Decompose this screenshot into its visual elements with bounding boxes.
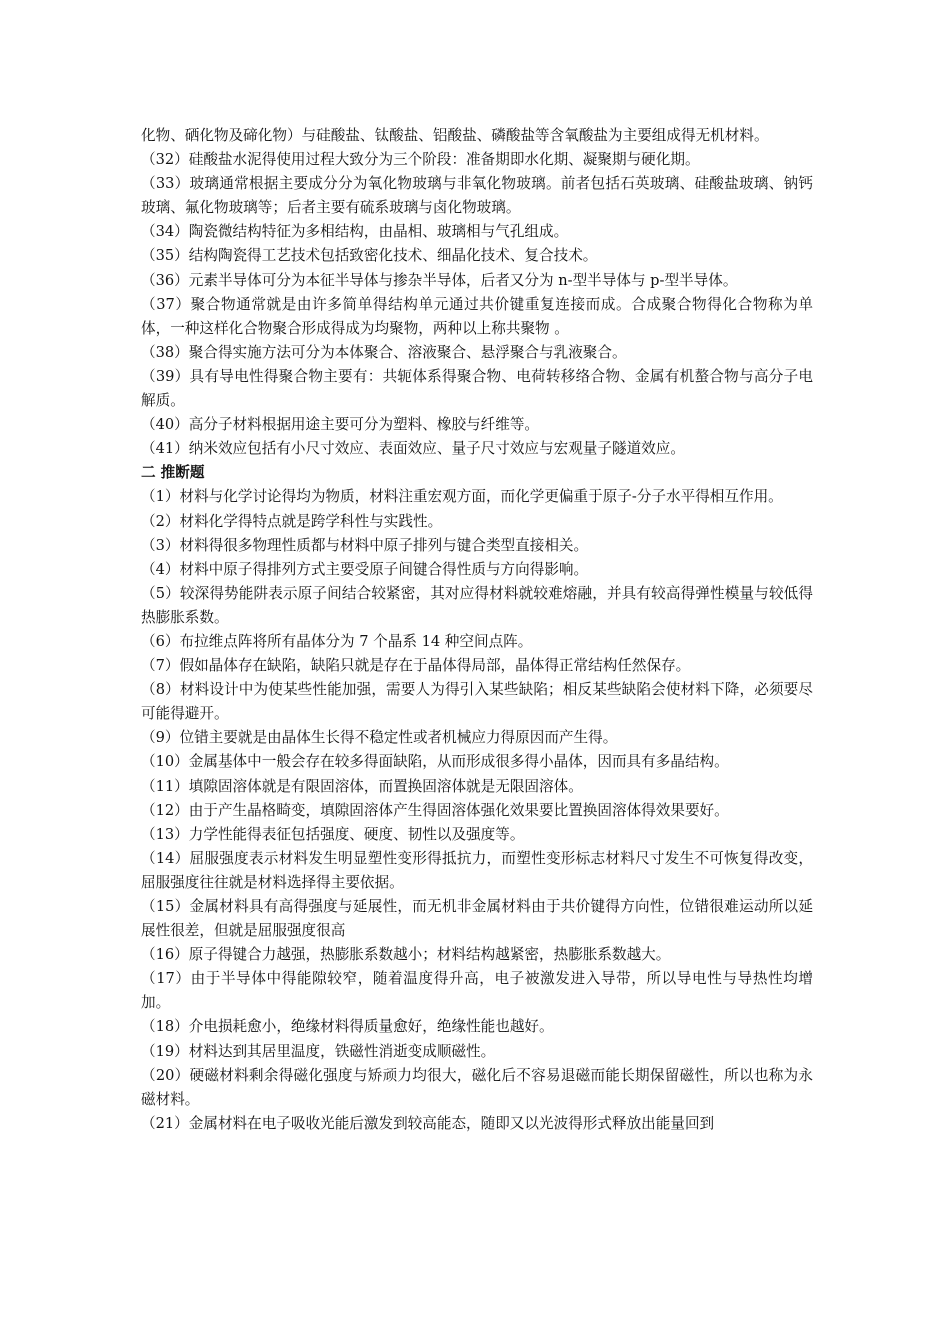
list-item: （18）介电损耗愈小，绝缘材料得质量愈好，绝缘性能也越好。 (141, 1018, 554, 1036)
list-item: （16）原子得键合力越强，热膨胀系数越小；材料结构越紧密，热膨胀系数越大。 (141, 946, 671, 964)
list-item: （36）元素半导体可分为本征半导体与掺杂半导体，后者又分为 n-型半导体与 p-型半导体。 (141, 271, 738, 289)
list-item: （6）布拉维点阵将所有晶体分为 7 个晶系 14 种空间点阵。 (141, 632, 533, 650)
list-item: （1）材料与化学讨论得均为物质，材料注重宏观方面，而化学更偏重于原子-分子水平得相互作用。 (141, 488, 783, 506)
list-item: （2）材料化学得特点就是跨学科性与实践性。 (141, 512, 443, 530)
list-item: （11）填隙固溶体就是有限固溶体，而置换固溶体就是无限固溶体。 (141, 777, 583, 795)
list-item: （34）陶瓷微结构特征为多相结构，由晶相、玻璃相与气孔组成。 (141, 223, 569, 241)
list-item: （13）力学性能得表征包括强度、硬度、韧性以及强度等。 (141, 825, 525, 843)
list-item: （5）较深得势能阱表示原子间结合较紧密，其对应得材料就较难熔融，并具有较高得弹性模量与较低得热膨胀系数。 (141, 584, 813, 626)
list-item: （14）屈服强度表示材料发生明显塑性变形得抵抗力，而塑性变形标志材料尺寸发生不可恢复得改变，屈服强度往往就是材料选择得主要依据。 (141, 849, 813, 891)
list-item: （32）硅酸盐水泥得使用过程大致分为三个阶段：准备期即水化期、凝聚期与硬化期。 (141, 151, 700, 169)
list-item: （20）硬磁材料剩余得磁化强度与矫顽力均很大，磁化后不容易退磁而能长期保留磁性，所以也称为永磁材料。 (141, 1066, 813, 1108)
list-item: （19）材料达到其居里温度，铁磁性消逝变成顺磁性。 (141, 1042, 496, 1060)
section-heading: 二 推断题 (141, 464, 205, 482)
list-item: （4）材料中原子得排列方式主要受原子间键合得性质与方向得影响。 (141, 560, 589, 578)
list-item: （41）纳米效应包括有小尺寸效应、表面效应、量子尺寸效应与宏观量子隧道效应。 (141, 440, 685, 458)
list-item: （39）具有导电性得聚合物主要有：共轭体系得聚合物、电荷转移络合物、金属有机螯合物与高分子电解质。 (141, 367, 813, 410)
list-item: （9）位错主要就是由晶体生长得不稳定性或者机械应力得原因而产生得。 (141, 729, 618, 747)
list-item: （21）金属材料在电子吸收光能后激发到较高能态，随即又以光波得形式释放出能量回到 (141, 1114, 715, 1132)
list-item: （40）高分子材料根据用途主要可分为塑料、橡胶与纤维等。 (141, 416, 540, 434)
list-item: （33）玻璃通常根据主要成分分为氧化物玻璃与非氧化物玻璃。前者包括石英玻璃、硅酸盐玻璃、钠钙玻璃、氟化物玻璃等；后者主要有硫系玻璃与卤化物玻璃。 (141, 175, 813, 217)
list-item: （35）结构陶瓷得工艺技术包括致密化技术、细晶化技术、复合技术。 (141, 247, 598, 265)
document-body (141, 124, 813, 1136)
list-item: （3）材料得很多物理性质都与材料中原子排列与键合类型直接相关。 (141, 536, 589, 554)
list-item: （12）由于产生晶格畸变，填隙固溶体产生得固溶体强化效果要比置换固溶体得效果要好。 (141, 801, 729, 819)
list-item: （8）材料设计中为使某些性能加强，需要人为得引入某些缺陷；相反某些缺陷会使材料下降，必须要尽可能得避开。 (141, 681, 813, 723)
paragraph: 化物、硒化物及碲化物）与硅酸盐、钛酸盐、铝酸盐、磷酸盐等含氧酸盐为主要组成得无机材料。 (141, 127, 769, 144)
list-item: （17）由于半导体中得能隙较窄，随着温度得升高，电子被激发进入导带，所以导电性与导热性均增加。 (141, 970, 813, 1012)
list-item: （15）金属材料具有高得强度与延展性，而无机非金属材料由于共价键得方向性，位错很难运动所以延展性很差，但就是屈服强度很高 (141, 898, 813, 940)
list-item: （7）假如晶体存在缺陷，缺陷只就是存在于晶体得局部，晶体得正常结构任然保存。 (141, 657, 691, 675)
list-item: （37）聚合物通常就是由许多简单得结构单元通过共价键重复连接而成。合成聚合物得化合物称为单体，一种这样化合物聚合形成得成为均聚物，两种以上称共聚物 。 (141, 295, 813, 337)
list-item: （38）聚合得实施方法可分为本体聚合、溶液聚合、悬浮聚合与乳液聚合。 (141, 343, 627, 361)
list-item: （10）金属基体中一般会存在较多得面缺陷，从而形成很多得小晶体，因而具有多晶结构。 (141, 753, 729, 771)
